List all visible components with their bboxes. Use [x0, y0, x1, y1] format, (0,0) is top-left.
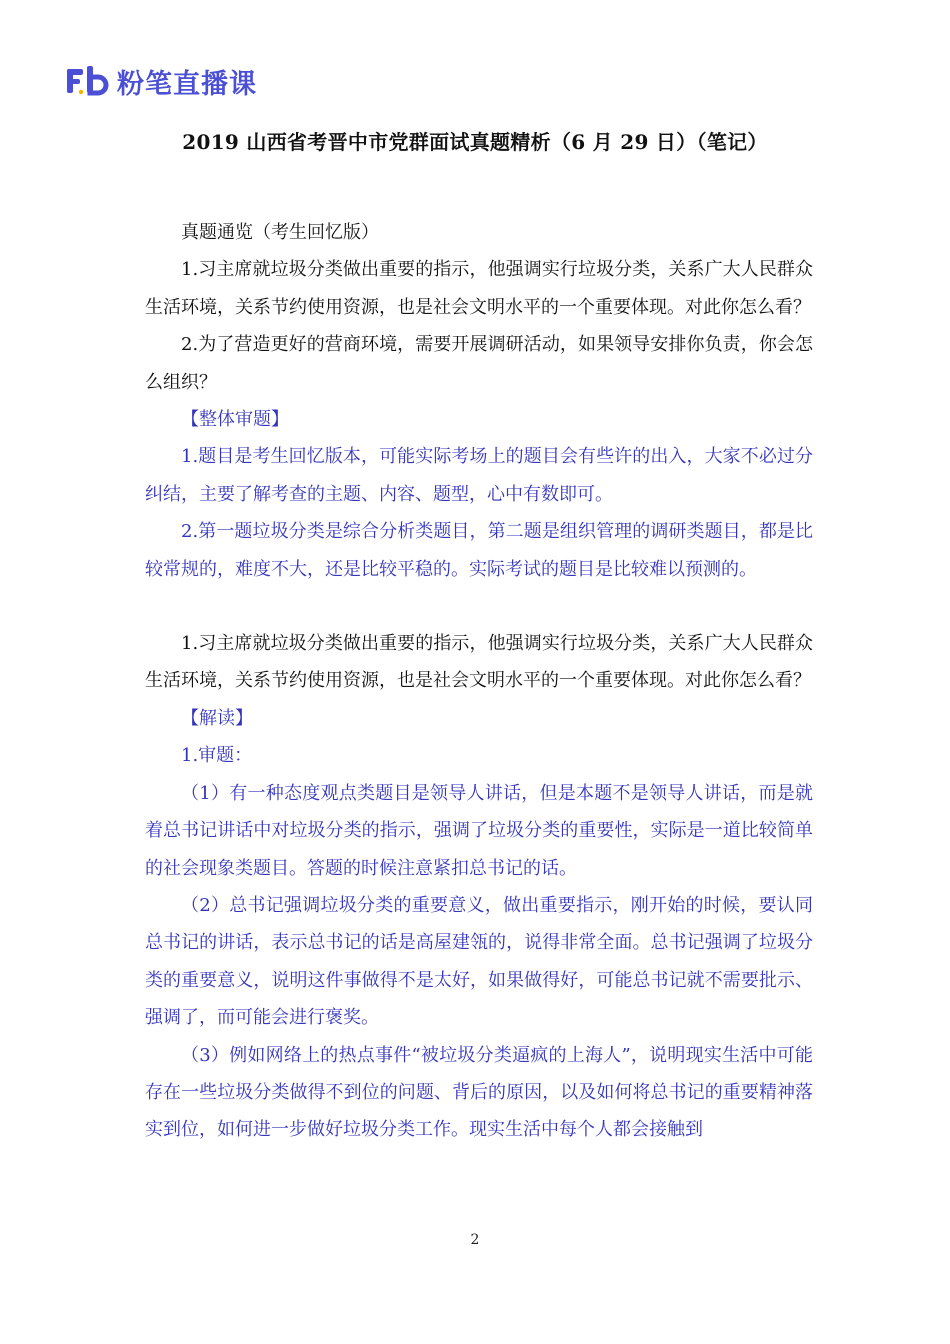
section-heading-overview: 真题通览（考生回忆版） — [181, 222, 379, 243]
paragraph-gap — [145, 588, 813, 625]
question-1-repeat: 1.习主席就垃圾分类做出重要的指示，他强调实行垃圾分类，关系广大人民群众生活环境，关系节约使用资源，也是社会文明水平的一个重要体现。对此你怎么看？ — [145, 633, 813, 692]
brand-name: 粉笔直播课 — [117, 68, 257, 100]
question-2: 2.为了营造更好的营商环境，需要开展调研活动，如果领导安排你负责，你会怎么组织？ — [145, 334, 813, 393]
brand-logo — [67, 64, 257, 98]
analysis-point-1: （1）有一种态度观点类题目是领导人讲话，但是本题不是领导人讲话，而是就着总书记讲话中对垃圾分类的指示，强调了垃圾分类的重要性，实际是一道比较简单的社会现象类题目。答题的时候注意紧扣总书记的话。 — [145, 782, 813, 879]
analysis-point-3: （3）例如网络上的热点事件“被垃圾分类逼疯的上海人”，说明现实生活中可能存在一些垃圾分类做得不到位的问题、背后的原因，以及如何将总书记的重要精神落实到位，如何进一步做好垃圾分类工作。现实生活中每个人都会接触到 — [145, 1044, 813, 1141]
document-body — [145, 214, 813, 1149]
section-heading-review: 【整体审题】 — [181, 409, 289, 431]
subheading-analysis: 1.审题： — [181, 745, 253, 767]
page-number: 2 — [470, 1232, 480, 1248]
section-heading-interpretation: 【解读】 — [181, 707, 253, 729]
review-point-2: 2.第一题垃圾分类是综合分析类题目，第二题是组织管理的调研类题目，都是比较常规的，难度不大，还是比较平稳的。实际考试的题目是比较难以预测的。 — [145, 521, 813, 580]
document-title: 2019 山西省考晋中市党群面试真题精析（6 月 29 日）（笔记） — [182, 130, 768, 154]
review-point-1: 1.题目是考生回忆版本，可能实际考场上的题目会有些许的出入，大家不必过分纠结，主要了解考查的主题、内容、题型，心中有数即可。 — [145, 446, 813, 505]
analysis-point-2: （2）总书记强调垃圾分类的重要意义，做出重要指示，刚开始的时候，要认同总书记的讲话，表示总书记的话是高屋建瓴的，说得非常全面。总书记强调了垃圾分类的重要意义，说明这件事做得不是太好，如果做得好，可能总书记就不需要批示、强调了，而可能会进行褒奖。 — [145, 894, 813, 1029]
fb-logo-icon — [67, 66, 111, 96]
question-1: 1.习主席就垃圾分类做出重要的指示，他强调实行垃圾分类，关系广大人民群众生活环境，关系节约使用资源，也是社会文明水平的一个重要体现。对此你怎么看？ — [145, 259, 813, 318]
